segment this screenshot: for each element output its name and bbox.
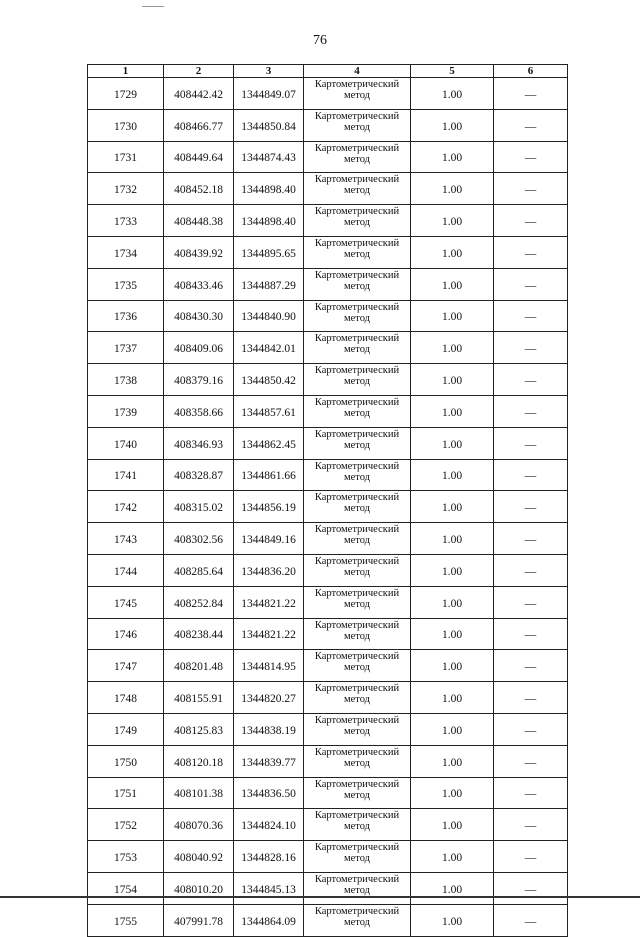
method-cell: Картометрический метод	[304, 554, 411, 586]
note-cell: —	[494, 745, 568, 777]
method-cell: Картометрический метод	[304, 332, 411, 364]
point-number-cell: 1735	[88, 268, 164, 300]
accuracy-cell: 1.00	[411, 618, 494, 650]
x-coordinate-cell: 408346.93	[164, 427, 234, 459]
table-row	[88, 268, 568, 300]
point-number-cell: 1742	[88, 491, 164, 523]
x-coordinate-cell: 408010.20	[164, 872, 234, 904]
note-cell: —	[494, 618, 568, 650]
method-cell: Картометрический метод	[304, 427, 411, 459]
x-coordinate-cell: 408040.92	[164, 841, 234, 873]
table-row	[88, 745, 568, 777]
note-cell: —	[494, 364, 568, 396]
point-number-cell: 1747	[88, 650, 164, 682]
note-cell: —	[494, 332, 568, 364]
method-cell: Картометрический метод	[304, 268, 411, 300]
y-coordinate-cell: 1344861.66	[234, 459, 304, 491]
y-coordinate-cell: 1344898.40	[234, 205, 304, 237]
accuracy-cell: 1.00	[411, 364, 494, 396]
note-cell: —	[494, 777, 568, 809]
x-coordinate-cell: 408101.38	[164, 777, 234, 809]
table-row	[88, 459, 568, 491]
accuracy-cell: 1.00	[411, 554, 494, 586]
method-cell: Картометрический метод	[304, 904, 411, 936]
y-coordinate-cell: 1344864.09	[234, 904, 304, 936]
point-number-cell: 1751	[88, 777, 164, 809]
table-row	[88, 841, 568, 873]
x-coordinate-cell: 408442.42	[164, 78, 234, 110]
method-cell: Картометрический метод	[304, 586, 411, 618]
note-cell: —	[494, 173, 568, 205]
point-number-cell: 1731	[88, 141, 164, 173]
point-number-cell: 1749	[88, 713, 164, 745]
point-number-cell: 1738	[88, 364, 164, 396]
point-number-cell: 1752	[88, 809, 164, 841]
point-number-cell: 1729	[88, 78, 164, 110]
x-coordinate-cell: 408379.16	[164, 364, 234, 396]
method-cell: Картометрический метод	[304, 713, 411, 745]
note-cell: —	[494, 586, 568, 618]
table-header-row	[88, 65, 568, 78]
accuracy-cell: 1.00	[411, 650, 494, 682]
method-cell: Картометрический метод	[304, 745, 411, 777]
scan-artifact	[142, 6, 164, 7]
accuracy-cell: 1.00	[411, 809, 494, 841]
x-coordinate-cell: 408285.64	[164, 554, 234, 586]
method-cell: Картометрический метод	[304, 364, 411, 396]
table-row	[88, 78, 568, 110]
note-cell: —	[494, 205, 568, 237]
table-row	[88, 141, 568, 173]
accuracy-cell: 1.00	[411, 904, 494, 936]
table-row	[88, 205, 568, 237]
y-coordinate-cell: 1344895.65	[234, 236, 304, 268]
accuracy-cell: 1.00	[411, 109, 494, 141]
note-cell: —	[494, 109, 568, 141]
x-coordinate-cell: 408449.64	[164, 141, 234, 173]
table-row	[88, 586, 568, 618]
accuracy-cell: 1.00	[411, 78, 494, 110]
x-coordinate-cell: 408328.87	[164, 459, 234, 491]
table-row	[88, 364, 568, 396]
accuracy-cell: 1.00	[411, 427, 494, 459]
x-coordinate-cell: 408238.44	[164, 618, 234, 650]
x-coordinate-cell: 408439.92	[164, 236, 234, 268]
point-number-cell: 1744	[88, 554, 164, 586]
y-coordinate-cell: 1344857.61	[234, 395, 304, 427]
accuracy-cell: 1.00	[411, 300, 494, 332]
x-coordinate-cell: 408252.84	[164, 586, 234, 618]
method-cell: Картометрический метод	[304, 300, 411, 332]
note-cell: —	[494, 300, 568, 332]
x-coordinate-cell: 408155.91	[164, 682, 234, 714]
x-coordinate-cell: 408409.06	[164, 332, 234, 364]
accuracy-cell: 1.00	[411, 745, 494, 777]
point-number-cell: 1748	[88, 682, 164, 714]
x-coordinate-cell: 408315.02	[164, 491, 234, 523]
x-coordinate-cell: 407991.78	[164, 904, 234, 936]
point-number-cell: 1736	[88, 300, 164, 332]
method-cell: Картометрический метод	[304, 682, 411, 714]
column-header: 2	[164, 65, 234, 78]
x-coordinate-cell: 408201.48	[164, 650, 234, 682]
method-cell: Картометрический метод	[304, 459, 411, 491]
table-row	[88, 713, 568, 745]
accuracy-cell: 1.00	[411, 459, 494, 491]
method-cell: Картометрический метод	[304, 618, 411, 650]
column-header: 6	[494, 65, 568, 78]
y-coordinate-cell: 1344836.50	[234, 777, 304, 809]
table-row	[88, 300, 568, 332]
method-cell: Картометрический метод	[304, 523, 411, 555]
method-cell: Картометрический метод	[304, 777, 411, 809]
table-row	[88, 554, 568, 586]
column-header: 4	[304, 65, 411, 78]
table-row	[88, 809, 568, 841]
point-number-cell: 1739	[88, 395, 164, 427]
table-body	[88, 78, 568, 937]
x-coordinate-cell: 408302.56	[164, 523, 234, 555]
table-row	[88, 236, 568, 268]
y-coordinate-cell: 1344887.29	[234, 268, 304, 300]
table-row	[88, 650, 568, 682]
y-coordinate-cell: 1344849.07	[234, 78, 304, 110]
x-coordinate-cell: 408125.83	[164, 713, 234, 745]
point-number-cell: 1734	[88, 236, 164, 268]
accuracy-cell: 1.00	[411, 332, 494, 364]
note-cell: —	[494, 268, 568, 300]
method-cell: Картометрический метод	[304, 809, 411, 841]
y-coordinate-cell: 1344850.42	[234, 364, 304, 396]
point-number-cell: 1741	[88, 459, 164, 491]
y-coordinate-cell: 1344842.01	[234, 332, 304, 364]
y-coordinate-cell: 1344836.20	[234, 554, 304, 586]
accuracy-cell: 1.00	[411, 491, 494, 523]
note-cell: —	[494, 523, 568, 555]
note-cell: —	[494, 78, 568, 110]
note-cell: —	[494, 809, 568, 841]
table-row	[88, 682, 568, 714]
y-coordinate-cell: 1344839.77	[234, 745, 304, 777]
point-number-cell: 1745	[88, 586, 164, 618]
note-cell: —	[494, 141, 568, 173]
point-number-cell: 1732	[88, 173, 164, 205]
x-coordinate-cell: 408466.77	[164, 109, 234, 141]
y-coordinate-cell: 1344821.22	[234, 618, 304, 650]
table-row	[88, 777, 568, 809]
y-coordinate-cell: 1344862.45	[234, 427, 304, 459]
point-number-cell: 1743	[88, 523, 164, 555]
y-coordinate-cell: 1344824.10	[234, 809, 304, 841]
point-number-cell: 1755	[88, 904, 164, 936]
note-cell: —	[494, 872, 568, 904]
note-cell: —	[494, 904, 568, 936]
method-cell: Картометрический метод	[304, 650, 411, 682]
point-number-cell: 1740	[88, 427, 164, 459]
note-cell: —	[494, 841, 568, 873]
point-number-cell: 1746	[88, 618, 164, 650]
accuracy-cell: 1.00	[411, 523, 494, 555]
x-coordinate-cell: 408070.36	[164, 809, 234, 841]
y-coordinate-cell: 1344898.40	[234, 173, 304, 205]
point-number-cell: 1753	[88, 841, 164, 873]
point-number-cell: 1737	[88, 332, 164, 364]
method-cell: Картометрический метод	[304, 236, 411, 268]
note-cell: —	[494, 554, 568, 586]
y-coordinate-cell: 1344814.95	[234, 650, 304, 682]
column-header: 3	[234, 65, 304, 78]
accuracy-cell: 1.00	[411, 841, 494, 873]
method-cell: Картометрический метод	[304, 173, 411, 205]
table-row	[88, 872, 568, 904]
accuracy-cell: 1.00	[411, 586, 494, 618]
table-row	[88, 491, 568, 523]
method-cell: Картометрический метод	[304, 872, 411, 904]
x-coordinate-cell: 408358.66	[164, 395, 234, 427]
table-row	[88, 427, 568, 459]
method-cell: Картометрический метод	[304, 491, 411, 523]
note-cell: —	[494, 459, 568, 491]
table-row	[88, 109, 568, 141]
accuracy-cell: 1.00	[411, 395, 494, 427]
x-coordinate-cell: 408120.18	[164, 745, 234, 777]
table-row	[88, 173, 568, 205]
method-cell: Картометрический метод	[304, 141, 411, 173]
accuracy-cell: 1.00	[411, 268, 494, 300]
accuracy-cell: 1.00	[411, 141, 494, 173]
y-coordinate-cell: 1344874.43	[234, 141, 304, 173]
table-row	[88, 395, 568, 427]
method-cell: Картометрический метод	[304, 841, 411, 873]
method-cell: Картометрический метод	[304, 78, 411, 110]
note-cell: —	[494, 491, 568, 523]
x-coordinate-cell: 408430.30	[164, 300, 234, 332]
column-header: 5	[411, 65, 494, 78]
accuracy-cell: 1.00	[411, 777, 494, 809]
note-cell: —	[494, 650, 568, 682]
note-cell: —	[494, 713, 568, 745]
y-coordinate-cell: 1344856.19	[234, 491, 304, 523]
y-coordinate-cell: 1344821.22	[234, 586, 304, 618]
method-cell: Картометрический метод	[304, 205, 411, 237]
accuracy-cell: 1.00	[411, 713, 494, 745]
accuracy-cell: 1.00	[411, 173, 494, 205]
method-cell: Картометрический метод	[304, 109, 411, 141]
y-coordinate-cell: 1344840.90	[234, 300, 304, 332]
column-header: 1	[88, 65, 164, 78]
page-number: 76	[313, 33, 327, 48]
y-coordinate-cell: 1344838.19	[234, 713, 304, 745]
y-coordinate-cell: 1344820.27	[234, 682, 304, 714]
table-row	[88, 332, 568, 364]
x-coordinate-cell: 408433.46	[164, 268, 234, 300]
note-cell: —	[494, 682, 568, 714]
coordinates-table	[87, 64, 568, 937]
note-cell: —	[494, 427, 568, 459]
table-row	[88, 523, 568, 555]
table-row	[88, 904, 568, 936]
page-bottom-rule	[0, 896, 640, 898]
y-coordinate-cell: 1344850.84	[234, 109, 304, 141]
x-coordinate-cell: 408448.38	[164, 205, 234, 237]
point-number-cell: 1754	[88, 872, 164, 904]
y-coordinate-cell: 1344828.16	[234, 841, 304, 873]
note-cell: —	[494, 395, 568, 427]
y-coordinate-cell: 1344849.16	[234, 523, 304, 555]
note-cell: —	[494, 236, 568, 268]
method-cell: Картометрический метод	[304, 395, 411, 427]
accuracy-cell: 1.00	[411, 872, 494, 904]
accuracy-cell: 1.00	[411, 682, 494, 714]
point-number-cell: 1750	[88, 745, 164, 777]
table-row	[88, 618, 568, 650]
point-number-cell: 1733	[88, 205, 164, 237]
y-coordinate-cell: 1344845.13	[234, 872, 304, 904]
point-number-cell: 1730	[88, 109, 164, 141]
accuracy-cell: 1.00	[411, 205, 494, 237]
accuracy-cell: 1.00	[411, 236, 494, 268]
x-coordinate-cell: 408452.18	[164, 173, 234, 205]
